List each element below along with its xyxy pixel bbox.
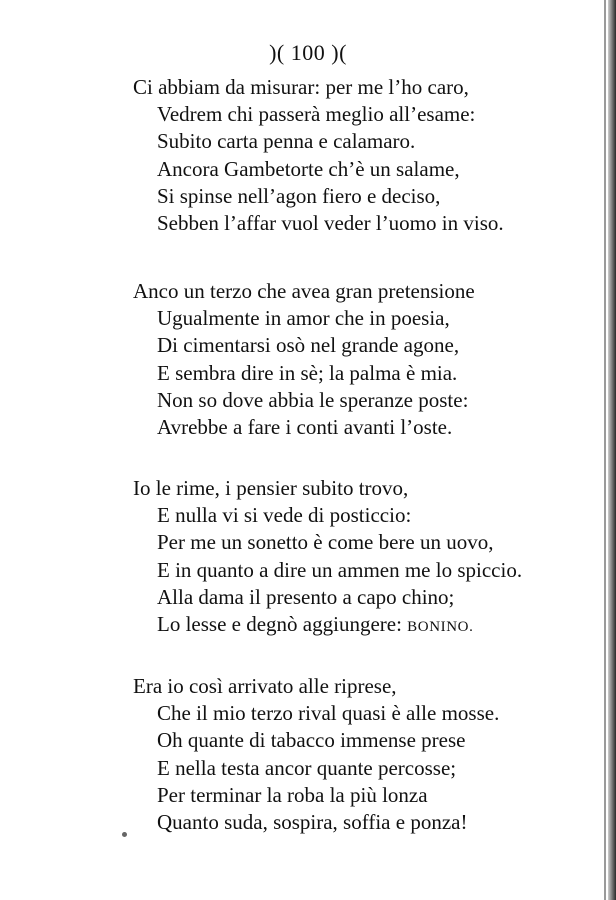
stanza-3: [133, 475, 522, 641]
verse-line: Si spinse nell’agon fiero e deciso,: [157, 183, 441, 208]
verse-line: Per me un sonetto è come bere un uovo,: [157, 530, 494, 555]
verse-line: Era io così arrivato alle riprese,: [133, 674, 397, 698]
verse-line: E in quanto a dire un ammen me lo spiccio.: [157, 557, 523, 582]
stanza-2: [133, 278, 475, 441]
verse-line: Anco un terzo che avea gran pretensione: [133, 279, 475, 303]
verse-line: Ci abbiam da misurar: per me l’ho caro,: [133, 75, 469, 99]
signature-word: BONINO.: [407, 619, 474, 636]
verse-line: Che il mio terzo rival quasi è alle mosse.: [157, 701, 500, 726]
page-number: )( 100 )(: [269, 40, 347, 65]
verse-line: Vedrem chi passerà meglio all’esame:: [157, 102, 476, 127]
verse-line: Ugualmente in amor che in poesia,: [157, 306, 450, 331]
stanza-4: [133, 673, 499, 836]
verse-line: Non so dove abbia le speranze poste:: [157, 387, 469, 412]
verse-text: Lo lesse e degnò aggiungere:: [157, 612, 402, 637]
verse-line: E sembra dire in sè; la palma è mia.: [157, 360, 458, 385]
verse-line: Sebben l’affar vuol veder l’uomo in viso.: [157, 211, 504, 236]
verse-line: Avrebbe a fare i conti avanti l’oste.: [157, 415, 453, 440]
verse-line: [133, 611, 522, 641]
verse-line: E nulla vi si vede di posticcio:: [157, 503, 412, 528]
ink-speck: [122, 832, 127, 837]
verse-line: Subito carta penna e calamaro.: [157, 129, 416, 154]
stanza-1: [133, 74, 504, 237]
page-edge-line: [604, 0, 606, 900]
verse-line: E nella testa ancor quante percosse;: [157, 755, 457, 780]
page-edge-shadow: [608, 0, 616, 900]
verse-line: Oh quante di tabacco immense prese: [157, 728, 466, 753]
verse-line: Io le rime, i pensier subito trovo,: [133, 476, 409, 500]
verse-line: Alla dama il presento a capo chino;: [157, 584, 455, 609]
verse-line: Ancora Gambetorte ch’è un salame,: [157, 156, 460, 181]
verse-line: Quanto suda, sospira, soffia e ponza!: [157, 810, 468, 835]
verse-line: Di cimentarsi osò nel grande agone,: [157, 333, 460, 358]
verse-line: Per terminar la roba la più lonza: [157, 782, 428, 807]
